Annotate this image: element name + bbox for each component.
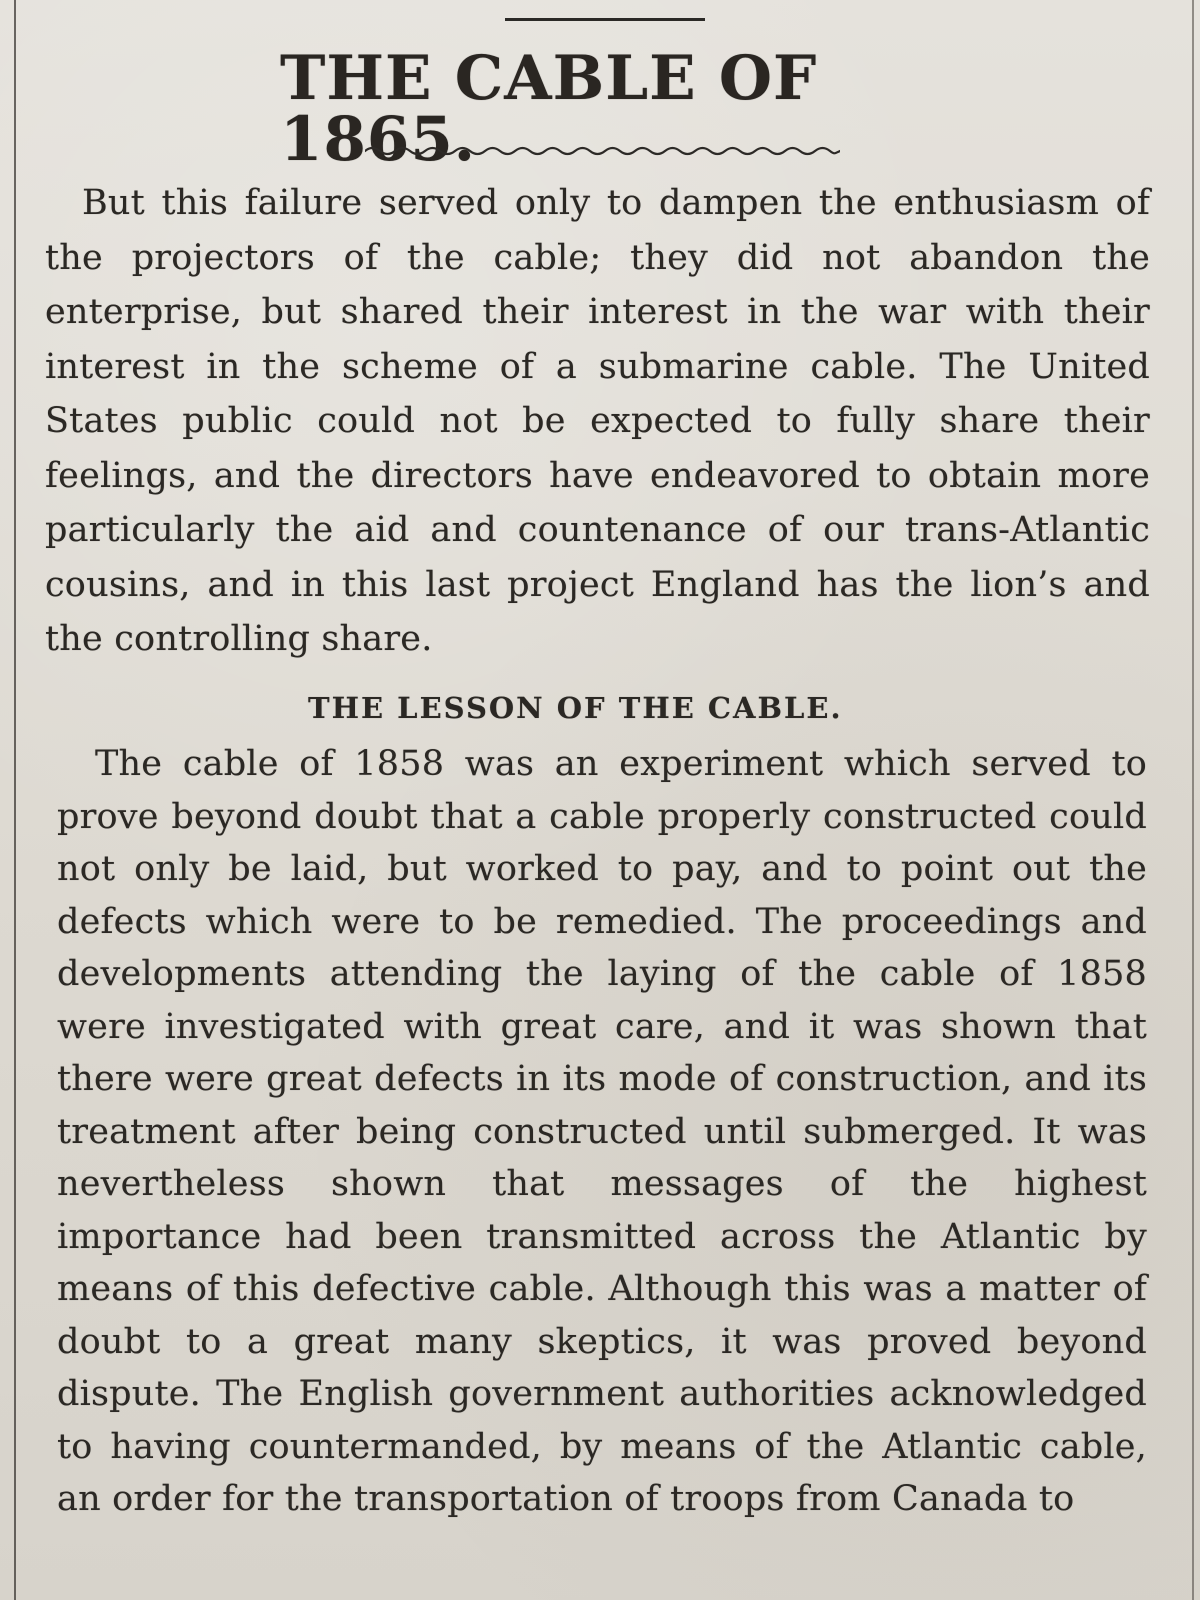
wavy-divider-rule: [365, 140, 840, 162]
article-paragraph-2: The cable of 1858 was an experiment which served to prove beyond doubt that a cable properly constructed could not only be laid, but worked to pay, and to point out the defects which were to be remedied. The proceedings and developments attending the laying of the cable of 1858 were investigated with great care, and it was shown that there were great defects in its mode of construction, and its treatment after being constructed until submerged. It was nevertheless shown that messages of the highest importance had been transmitted across the Atlantic by means of this defective cable. Although this was a matter of doubt to a great many skeptics, it was proved beyond dispute. The English government authorities acknowledged to having countermanded, by means of the Atlantic cable, an order for the transportation of troops from Canada to: [57, 744, 1147, 1519]
headline: THE CABLE OF 1865.: [280, 43, 818, 175]
article-paragraph-1: But this failure served only to dampen the enthusiasm of the projectors of the cable; they did not abandon the enterprise, but shared their interest in the war with their interest in the scheme of a submarine cable. The United States public could not be expected to fully share their feelings, and the directors have endeavored to obtain more particularly the aid and countenance of our trans-Atlantic cousins, and in this last project England has the lion’s and the controlling share.: [45, 183, 1150, 659]
section-subheading: THE LESSON OF THE CABLE.: [308, 691, 843, 725]
